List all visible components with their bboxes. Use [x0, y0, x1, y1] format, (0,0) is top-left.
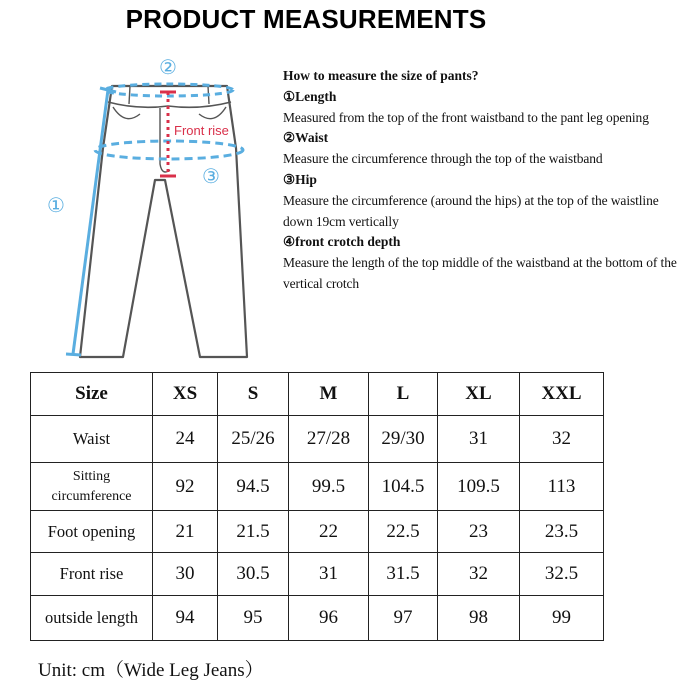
table-cell: 22.5 — [369, 511, 438, 553]
table-cell: 99.5 — [289, 463, 369, 511]
table-cell: 109.5 — [438, 463, 520, 511]
table-cell: 99 — [520, 596, 604, 641]
instruction-text-waist: Measure the circumference through the top of the waistband — [283, 151, 603, 167]
instruction-heading-hip: ③Hip — [283, 171, 317, 187]
table-cell: 32.5 — [520, 553, 604, 596]
table-row-waist — [31, 416, 604, 463]
table-cell: 29/30 — [369, 416, 438, 463]
unit-note: Unit: cm（Wide Leg Jeans） — [38, 660, 264, 681]
svg-text:②: ② — [159, 55, 177, 79]
page-title: PRODUCT MEASUREMENTS — [125, 4, 487, 34]
instruction-heading-length: ①Length — [283, 88, 337, 104]
row-label: outside length — [31, 596, 153, 641]
table-cell: 23 — [438, 511, 520, 553]
table-cell: 95 — [218, 596, 289, 641]
measurement-instructions — [283, 66, 678, 295]
table-cell: 98 — [438, 596, 520, 641]
table-cell: 31 — [438, 416, 520, 463]
header-xl: XL — [438, 373, 520, 416]
row-label: Front rise — [31, 553, 153, 596]
header-xxl: XXL — [520, 373, 604, 416]
instruction-heading-waist: ②Waist — [283, 130, 329, 146]
row-label-line: circumference — [51, 488, 132, 504]
table-cell: 21.5 — [218, 511, 289, 553]
table-row-front-rise — [31, 553, 604, 596]
table-cell: 96 — [289, 596, 369, 641]
marker-3 — [202, 164, 220, 188]
table-cell: 22 — [289, 511, 369, 553]
table-cell: 32 — [438, 553, 520, 596]
table-row-outside-length — [31, 596, 604, 641]
pants-measurement-diagram — [40, 52, 280, 362]
row-label — [31, 463, 153, 511]
row-label-line: Sitting — [72, 468, 111, 484]
marker-2 — [159, 55, 177, 79]
header-xs: XS — [153, 373, 218, 416]
table-row-foot-opening — [31, 511, 604, 553]
table-cell: 113 — [520, 463, 604, 511]
table-cell: 24 — [153, 416, 218, 463]
table-cell: 94 — [153, 596, 218, 641]
instruction-text-hip: Measure the circumference (around the hips) at the top of the waistline down 19cm vertically — [283, 192, 659, 229]
table-cell: 21 — [153, 511, 218, 553]
header-l: L — [369, 373, 438, 416]
table-cell: 97 — [369, 596, 438, 641]
marker-1 — [47, 193, 65, 217]
table-cell: 32 — [520, 416, 604, 463]
header-m: M — [289, 373, 369, 416]
table-cell: 23.5 — [520, 511, 604, 553]
row-label: Foot opening — [31, 511, 153, 553]
front-rise-label: Front rise — [174, 123, 229, 138]
table-cell: 25/26 — [218, 416, 289, 463]
instruction-text-length: Measured from the top of the front waistband to the pant leg opening — [283, 109, 649, 125]
row-label: Waist — [31, 416, 153, 463]
table-row-sitting-circumference — [31, 463, 604, 511]
table-cell: 30 — [153, 553, 218, 596]
table-cell: 30.5 — [218, 553, 289, 596]
svg-text:①: ① — [47, 193, 65, 217]
table-cell: 31 — [289, 553, 369, 596]
table-cell: 27/28 — [289, 416, 369, 463]
instructions-question: How to measure the size of pants? — [283, 68, 479, 83]
table-cell: 31.5 — [369, 553, 438, 596]
table-header-row — [31, 373, 604, 416]
table-cell: 92 — [153, 463, 218, 511]
table-cell: 94.5 — [218, 463, 289, 511]
header-s: S — [218, 373, 289, 416]
table-cell: 104.5 — [369, 463, 438, 511]
instruction-text-front-crotch: Measure the length of the top middle of the waistband at the bottom of the vertical crotch — [283, 255, 677, 291]
header-size: Size — [31, 373, 153, 416]
size-table — [30, 372, 604, 641]
instruction-heading-front-crotch: ④front crotch depth — [283, 234, 401, 250]
svg-text:③: ③ — [202, 164, 220, 188]
